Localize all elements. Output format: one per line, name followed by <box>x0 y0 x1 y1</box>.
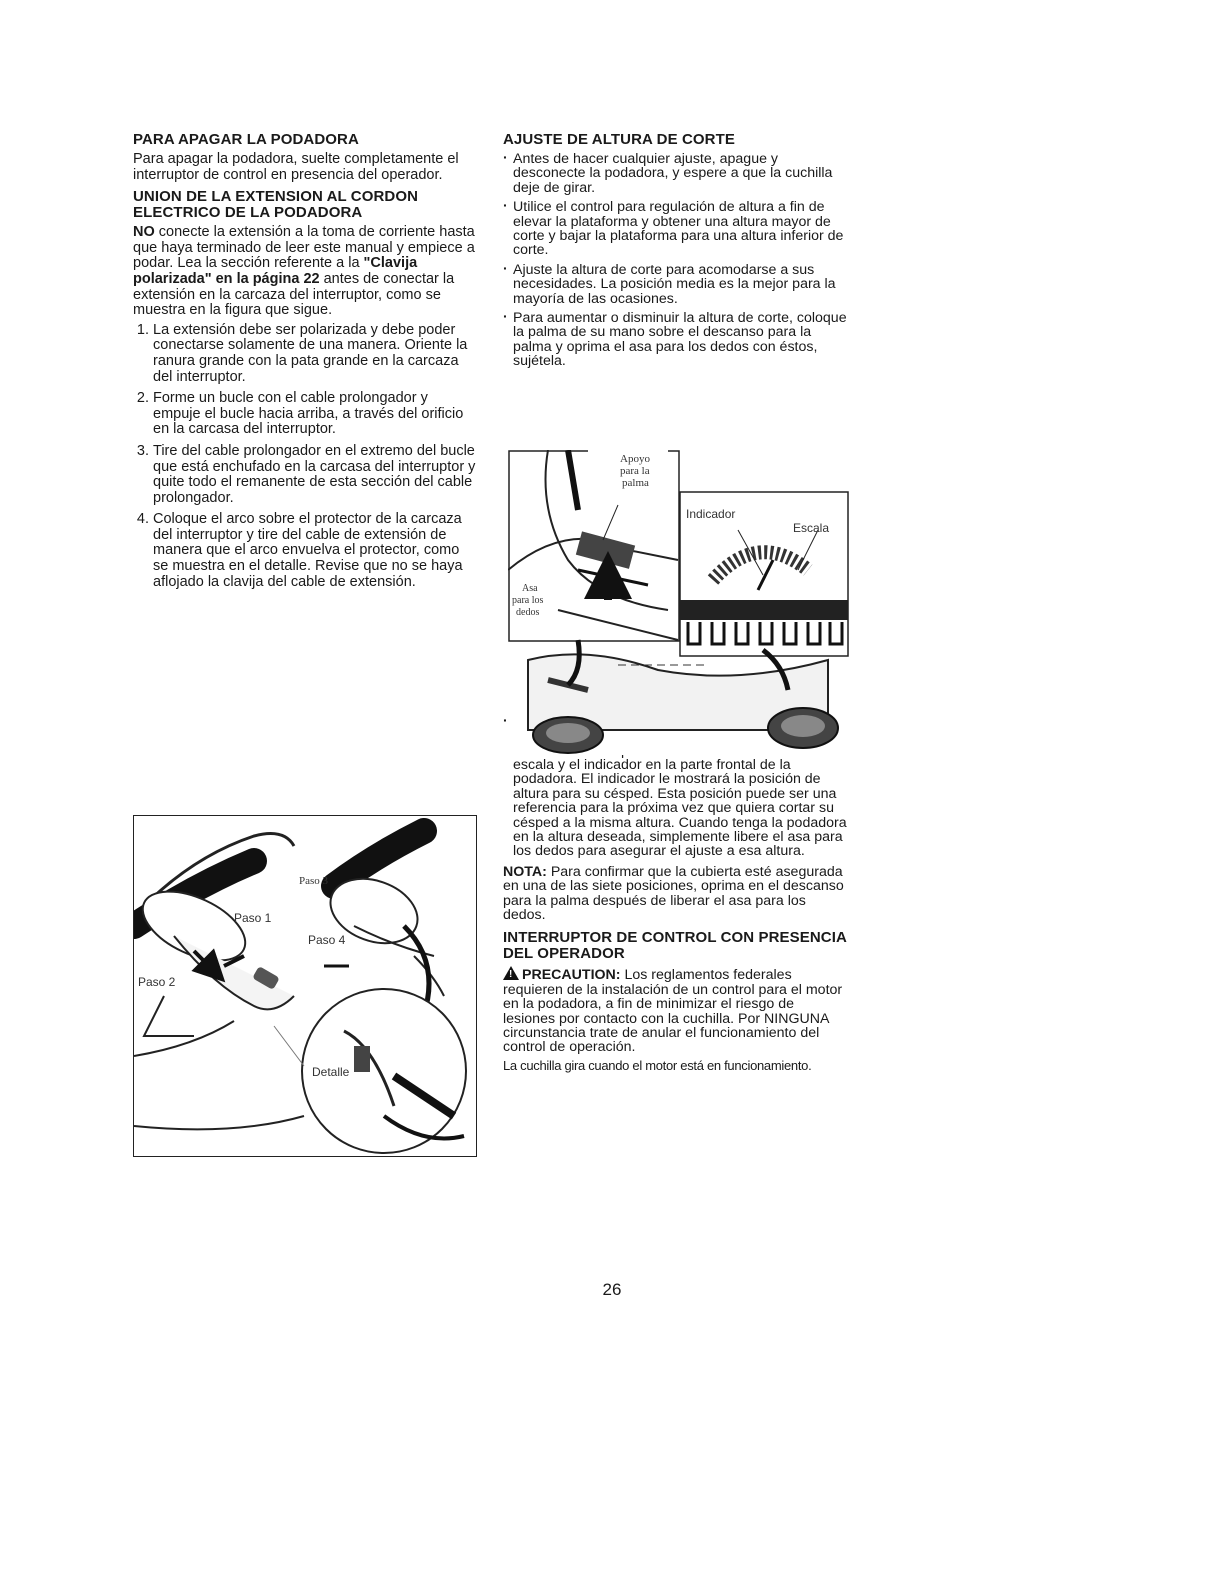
page-number: 26 <box>602 1280 622 1299</box>
altura-bullets <box>503 152 848 369</box>
step-3: 3. Tire del cable prolongador en el extremo del bucle que está enchufado en la carcasa del interruptor y quite todo el remanente de esta sección del cable prolongador. <box>153 444 478 506</box>
steps-list <box>133 323 478 591</box>
bullet-3: · Ajuste la altura de corte para acomodarse a sus necesidades. La posición media es la mejor para la mayoría de las ocasiones. <box>503 263 848 306</box>
precaution <box>503 966 848 1054</box>
step-1: 1. La extensión debe ser polarizada y debe poder conectarse solamente de una manera. Oriente la ranura grande con la pata grande en la carcaza del interruptor. <box>153 323 478 385</box>
label-para-los: para los <box>512 595 544 606</box>
label-detalle: Detalle <box>312 1065 350 1079</box>
step-2: 2. Forme un bucle con el cable prolongador y empuje el bucle hacia arriba, a través del orificio en la carcasa del interruptor. <box>153 391 478 438</box>
cutting-height-illustration <box>508 450 850 755</box>
label-para-la: para la <box>620 465 650 477</box>
warning-icon <box>503 966 519 980</box>
label-paso-3: Paso 3 <box>299 875 329 887</box>
precaution-text: Los reglamentos federales requieren de la instalación de un control para el motor en la podadora, a fin de minimizar el riesgo de lesiones por contacto con la cuchilla. Por NINGUNA circunstancia trate de anular el funcionamiento del control de operación. <box>503 967 843 1056</box>
extension-cord-figure <box>133 815 477 1157</box>
polarized-plug-reference: "Clavija polarizada" en la página 22 <box>133 255 418 287</box>
nota-label: NOTA: <box>503 863 547 880</box>
label-apoyo: Apoyo <box>620 453 650 465</box>
step-4: 4. Coloque el arco sobre el protector de la carcaza del interruptor y tire del cable de extensión de manera que el arco envuelva el protector, como se muestra en el detalle. Revise que no se haya aflojado la clavija del cable de extensión. <box>153 512 478 590</box>
label-paso-4: Paso 4 <box>308 933 346 947</box>
section-body-apagar: Para apagar la podadora, suelte completamente el interruptor de control en presencia del operador. <box>133 151 459 183</box>
bullet-5: · escala y el indicador en la parte frontal de la podadora. El indicador le mostrará la posición de altura para su césped. Esta posición puede ser una referencia para la próxima vez que quiera cortar su césped a la misma altura. Cuando tenga la podadora en la altura deseada, simplemente libere el asa para los dedos para asegurar el ajuste a esa altura. <box>503 715 848 859</box>
label-escala: Escala <box>793 521 830 535</box>
precaution-label: PRECAUTION: <box>522 967 621 984</box>
intro-text-b: antes de conectar la extensión en la carcaza del interruptor, como se muestra en la figura que sigue. <box>133 270 455 319</box>
final-line: La cuchilla gira cuando el motor está en funcionamiento. <box>503 1057 812 1073</box>
label-palma: palma <box>622 477 649 489</box>
bullet-2: · Utilice el control para regulación de altura a fin de elevar la plataforma y obtener una altura mayor de corte y bajar la plataforma para una altura inferior de corte. <box>503 200 848 258</box>
cutting-height-figure <box>508 450 850 755</box>
bullet-1: · Antes de hacer cualquier ajuste, apague y desconecte la podadora, y espere a que la cuchilla deje de girar. <box>503 152 848 195</box>
section-title-interruptor: INTERRUPTOR DE CONTROL CON PRESENCIA DEL OPERADOR <box>503 929 847 963</box>
section-title-apagar: PARA APAGAR LA PODADORA <box>133 131 359 148</box>
nota <box>503 865 848 923</box>
section-title-altura: AJUSTE DE ALTURA DE CORTE <box>503 131 735 148</box>
label-dedos: dedos <box>516 607 540 618</box>
left-column <box>133 132 478 596</box>
label-asa: Asa <box>522 583 538 594</box>
bold-no: NO <box>133 224 155 241</box>
section-body-extension <box>133 225 478 319</box>
bullet-4: · Para aumentar o disminuir la altura de corte, coloque la palma de su mano sobre el descanso para la palma y oprima el asa para los dedos con éstos, sujétela. <box>503 311 848 369</box>
nota-text: Para confirmar que la cubierta esté asegurada en una de las siete posiciones, oprima en el descanso para la palma después de liberar el asa para los dedos. <box>503 863 844 923</box>
label-indicador: Indicador <box>686 507 736 521</box>
label-paso-2: Paso 2 <box>138 975 176 989</box>
section-title-extension: UNION DE LA EXTENSION AL CORDON ELECTRICO DE LA PODADORA <box>133 188 419 222</box>
intro-text-a: conecte la extensión a la toma de corriente hasta que haya terminado de leer este manual y empiece a podar. Lea la sección referente a la <box>133 224 475 272</box>
extension-cord-illustration <box>134 816 476 1156</box>
label-paso-1: Paso 1 <box>234 911 272 925</box>
